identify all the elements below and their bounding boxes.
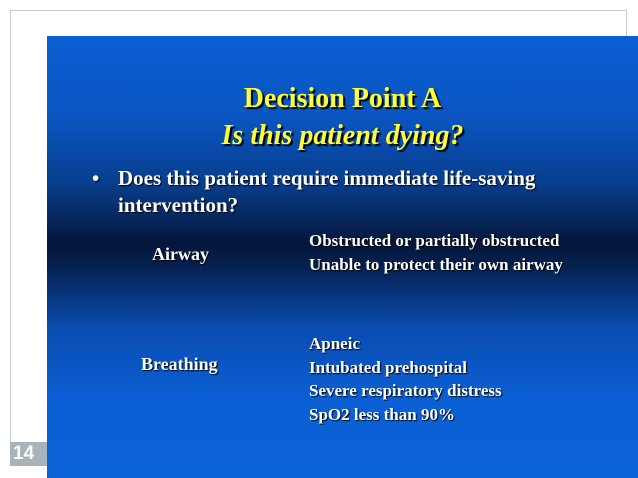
airway-detail-item: Obstructed or partially obstructed	[309, 231, 560, 250]
breathing-detail-item: Severe respiratory distress	[309, 381, 502, 400]
slide-subtitle: Is this patient dying?	[221, 120, 464, 151]
bullet-text: Does this patient require immediate life-saving intervention?	[118, 166, 536, 217]
slide-number-badge: 14	[10, 442, 47, 466]
airway-details	[309, 229, 609, 276]
airway-label: Airway	[152, 244, 209, 264]
slide	[47, 36, 638, 478]
slide-title: Decision Point A	[243, 83, 442, 114]
breathing-label: Breathing	[141, 354, 218, 374]
airway-detail-item: Unable to protect their own airway	[309, 254, 563, 274]
breathing-detail-item: Intubated prehospital	[309, 357, 467, 377]
breathing-detail-item: Apneic	[309, 334, 360, 353]
bullet-item	[92, 165, 562, 219]
bullet-marker: •	[92, 166, 100, 190]
breathing-details	[309, 332, 609, 426]
breathing-detail-item: SpO2 less than 90%	[309, 404, 455, 424]
